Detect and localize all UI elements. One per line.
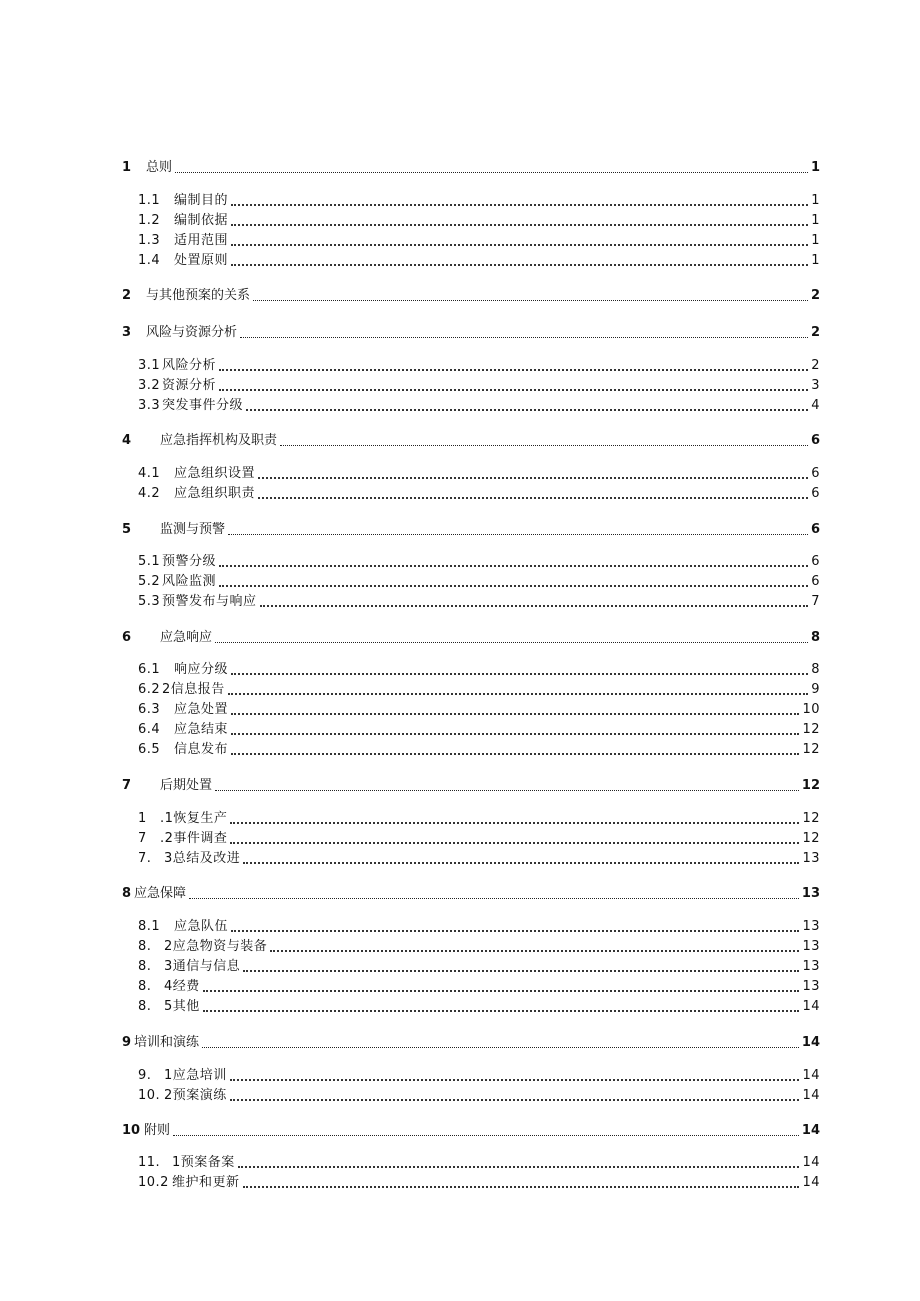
dot-leader	[228, 534, 808, 535]
toc-chapter-entry[interactable]	[0, 628, 920, 648]
toc-entry-page-number: 6	[810, 522, 820, 537]
toc-entry-title: 3总结及改进	[164, 851, 241, 866]
toc-entry-page-number: 6	[811, 554, 820, 569]
toc-entry-page-number: 12	[801, 778, 820, 793]
toc-entry-title: 应急组织职责	[174, 486, 256, 501]
toc-entry-number: 6.4	[138, 722, 161, 737]
toc-entry-number: 4	[122, 433, 132, 448]
toc-entry-page-number: 9	[811, 682, 820, 697]
toc-entry-page-number: 7	[811, 594, 820, 609]
dot-leader	[231, 673, 808, 675]
dot-leader	[231, 244, 808, 246]
toc-entry-title: 应急结束	[174, 722, 229, 737]
toc-entry-title: 5其他	[164, 999, 200, 1014]
dot-leader	[231, 753, 799, 755]
toc-section-entry[interactable]	[0, 356, 920, 376]
toc-entry-title: 编制目的	[174, 193, 229, 208]
toc-entry-title: 预警发布与响应	[162, 594, 257, 609]
toc-section-entry[interactable]	[0, 211, 920, 231]
toc-entry-title: 突发事件分级	[162, 398, 244, 413]
toc-entry-page-number: 1	[811, 193, 820, 208]
toc-entry-number: 6.1	[138, 662, 161, 677]
toc-chapter-entry[interactable]	[0, 158, 920, 178]
toc-entry-title: 处置原则	[174, 253, 229, 268]
toc-entry-title: 应急指挥机构及职责	[160, 433, 278, 448]
toc-entry-number: 1	[122, 160, 132, 175]
toc-entry-title: .1恢复生产	[160, 811, 228, 826]
toc-entry-title: 风险监测	[162, 574, 217, 589]
toc-entry-page-number: 14	[802, 1175, 820, 1190]
toc-entry-number: 6.2	[138, 682, 161, 697]
toc-entry-title: 2应急物资与装备	[164, 939, 268, 954]
toc-entry-page-number: 14	[801, 1123, 820, 1138]
toc-entry-title: 应急响应	[160, 630, 213, 645]
toc-section-entry[interactable]	[0, 376, 920, 396]
toc-entry-number: 4.1	[138, 466, 161, 481]
dot-leader	[230, 1099, 799, 1101]
toc-entry-title: 3通信与信息	[164, 959, 241, 974]
toc-section-entry[interactable]	[0, 957, 920, 977]
dot-leader	[230, 842, 799, 844]
toc-entry-title: 监测与预警	[160, 522, 226, 537]
dot-leader	[230, 1079, 799, 1081]
toc-entry-page-number: 12	[802, 742, 820, 757]
dot-leader	[243, 862, 799, 864]
toc-chapter-entry[interactable]	[0, 520, 920, 540]
toc-entry-title: 预警分级	[162, 554, 217, 569]
toc-entry-page-number: 8	[810, 630, 820, 645]
toc-entry-title: 应急保障	[134, 886, 187, 901]
toc-entry-number: 1.4	[138, 253, 161, 268]
dot-leader	[215, 642, 808, 643]
dot-leader	[231, 713, 799, 715]
toc-entry-page-number: 4	[811, 398, 820, 413]
toc-entry-page-number: 13	[801, 886, 820, 901]
toc-entry-title: 维护和更新	[172, 1175, 240, 1190]
toc-chapter-entry[interactable]	[0, 1121, 920, 1141]
toc-entry-title: 风险分析	[162, 358, 217, 373]
toc-entry-title: 4经费	[164, 979, 200, 994]
dot-leader	[231, 224, 808, 226]
toc-entry-number: 5	[122, 522, 132, 537]
toc-entry-title: 2预案演练	[164, 1088, 227, 1103]
toc-entry-page-number: 13	[802, 919, 820, 934]
toc-section-entry[interactable]	[0, 680, 920, 700]
dot-leader	[215, 790, 799, 791]
toc-entry-page-number: 13	[802, 959, 820, 974]
toc-entry-number: 2	[122, 288, 132, 303]
toc-entry-page-number: 2	[810, 288, 820, 303]
toc-entry-number: 8.1	[138, 919, 161, 934]
toc-section-entry[interactable]	[0, 191, 920, 211]
toc-entry-number: 7	[138, 831, 147, 846]
toc-section-entry[interactable]	[0, 484, 920, 504]
toc-entry-page-number: 14	[802, 1068, 820, 1083]
toc-entry-title: 与其他预案的关系	[146, 288, 251, 303]
toc-entry-title: 附则	[144, 1123, 171, 1138]
dot-leader	[238, 1166, 799, 1168]
toc-chapter-entry[interactable]	[0, 323, 920, 343]
dot-leader	[270, 950, 799, 952]
toc-entry-title: 应急处置	[174, 702, 229, 717]
toc-section-entry[interactable]	[0, 1066, 920, 1086]
toc-chapter-entry[interactable]	[0, 884, 920, 904]
toc-entry-title: 响应分级	[174, 662, 229, 677]
toc-entry-number: 10.2	[138, 1175, 169, 1190]
dot-leader	[240, 337, 808, 338]
toc-entry-number: 5.3	[138, 594, 161, 609]
toc-section-entry[interactable]	[0, 849, 920, 869]
toc-entry-number: 8.	[138, 999, 152, 1014]
dot-leader	[258, 477, 808, 479]
toc-section-entry[interactable]	[0, 592, 920, 612]
toc-entry-page-number: 6	[811, 466, 820, 481]
toc-entry-page-number: 13	[802, 979, 820, 994]
dot-leader	[173, 1135, 799, 1136]
toc-section-entry[interactable]	[0, 396, 920, 416]
toc-chapter-entry[interactable]	[0, 431, 920, 451]
toc-entry-page-number: 14	[801, 1035, 820, 1050]
toc-section-entry[interactable]	[0, 720, 920, 740]
toc-entry-page-number: 14	[802, 999, 820, 1014]
toc-entry-page-number: 1	[810, 160, 820, 175]
toc-entry-title: 信息发布	[174, 742, 229, 757]
toc-entry-page-number: 10	[802, 702, 820, 717]
toc-entry-number: 7.	[138, 851, 152, 866]
toc-section-entry[interactable]	[0, 572, 920, 592]
toc-section-entry[interactable]	[0, 660, 920, 680]
toc-entry-page-number: 1	[811, 233, 820, 248]
toc-entry-title: 风险与资源分析	[146, 325, 238, 340]
toc-section-entry[interactable]	[0, 917, 920, 937]
toc-entry-number: 10.	[138, 1088, 161, 1103]
toc-entry-number: 3.1	[138, 358, 161, 373]
dot-leader	[243, 1186, 799, 1188]
toc-entry-page-number: 6	[811, 574, 820, 589]
toc-entry-number: 9.	[138, 1068, 152, 1083]
dot-leader	[253, 300, 808, 301]
toc-entry-number: 6.5	[138, 742, 161, 757]
toc-entry-title: 适用范围	[174, 233, 229, 248]
toc-section-entry[interactable]	[0, 552, 920, 572]
toc-entry-number: 7	[122, 778, 132, 793]
toc-section-entry[interactable]	[0, 251, 920, 271]
toc-entry-number: 1.3	[138, 233, 161, 248]
toc-section-entry[interactable]	[0, 700, 920, 720]
toc-entry-number: 1.1	[138, 193, 161, 208]
toc-entry-page-number: 2	[811, 358, 820, 373]
toc-entry-page-number: 1	[811, 253, 820, 268]
dot-leader	[219, 369, 808, 371]
toc-entry-number: 8.	[138, 979, 152, 994]
toc-entry-number: 4.2	[138, 486, 161, 501]
toc-entry-page-number: 2	[810, 325, 820, 340]
dot-leader	[189, 898, 799, 899]
dot-leader	[231, 204, 808, 206]
toc-entry-title: 培训和演练	[134, 1035, 200, 1050]
toc-entry-number: 6.3	[138, 702, 161, 717]
toc-section-entry[interactable]	[0, 1173, 920, 1193]
dot-leader	[246, 409, 808, 411]
toc-entry-page-number: 12	[802, 831, 820, 846]
toc-section-entry[interactable]	[0, 977, 920, 997]
toc-entry-page-number: 8	[811, 662, 820, 677]
toc-entry-number: 6	[122, 630, 132, 645]
dot-leader	[219, 565, 808, 567]
dot-leader	[219, 585, 808, 587]
dot-leader	[258, 497, 808, 499]
toc-entry-title: 应急队伍	[174, 919, 229, 934]
toc-entry-title: 编制依据	[174, 213, 229, 228]
dot-leader	[231, 733, 799, 735]
toc-entry-title: .2事件调查	[160, 831, 228, 846]
toc-entry-number: 8.	[138, 959, 152, 974]
toc-entry-number: 1.2	[138, 213, 161, 228]
toc-entry-number: 8.	[138, 939, 152, 954]
toc-entry-number: 10	[122, 1123, 141, 1138]
toc-section-entry[interactable]	[0, 1153, 920, 1173]
toc-chapter-entry[interactable]	[0, 776, 920, 796]
toc-entry-page-number: 3	[811, 378, 820, 393]
toc-section-entry[interactable]	[0, 1086, 920, 1106]
toc-entry-number: 3	[122, 325, 132, 340]
toc-section-entry[interactable]	[0, 740, 920, 760]
toc-entry-number: 3.2	[138, 378, 161, 393]
toc-entry-number: 11.	[138, 1155, 161, 1170]
toc-chapter-entry[interactable]	[0, 286, 920, 306]
toc-entry-number: 5.1	[138, 554, 161, 569]
dot-leader	[280, 445, 808, 446]
dot-leader	[228, 693, 808, 695]
toc-entry-page-number: 6	[811, 486, 820, 501]
dot-leader	[231, 930, 799, 932]
dot-leader	[175, 172, 808, 173]
toc-entry-page-number: 12	[802, 811, 820, 826]
toc-entry-title: 后期处置	[160, 778, 213, 793]
toc-entry-page-number: 1	[811, 213, 820, 228]
dot-leader	[203, 1010, 799, 1012]
toc-entry-title: 1预案备案	[172, 1155, 235, 1170]
toc-entry-page-number: 6	[810, 433, 820, 448]
dot-leader	[260, 605, 808, 607]
toc-entry-page-number: 12	[802, 722, 820, 737]
toc-entry-title: 应急组织设置	[174, 466, 256, 481]
toc-section-entry[interactable]	[0, 829, 920, 849]
toc-entry-page-number: 13	[802, 851, 820, 866]
toc-entry-title: 2信息报告	[162, 682, 225, 697]
dot-leader	[243, 970, 799, 972]
dot-leader	[203, 990, 799, 992]
toc-entry-number: 8	[122, 886, 132, 901]
toc-entry-number: 5.2	[138, 574, 161, 589]
dot-leader	[230, 822, 799, 824]
toc-section-entry[interactable]	[0, 937, 920, 957]
toc-entry-title: 1应急培训	[164, 1068, 227, 1083]
toc-section-entry[interactable]	[0, 231, 920, 251]
toc-section-entry[interactable]	[0, 997, 920, 1017]
dot-leader	[219, 389, 808, 391]
toc-chapter-entry[interactable]	[0, 1033, 920, 1053]
dot-leader	[231, 264, 808, 266]
dot-leader	[202, 1047, 799, 1048]
toc-entry-number: 1	[138, 811, 147, 826]
toc-entry-page-number: 14	[802, 1088, 820, 1103]
toc-entry-page-number: 14	[802, 1155, 820, 1170]
toc-entry-title: 总则	[146, 160, 173, 175]
toc-entry-number: 3.3	[138, 398, 161, 413]
toc-section-entry[interactable]	[0, 809, 920, 829]
toc-entry-number: 9	[122, 1035, 132, 1050]
toc-section-entry[interactable]	[0, 464, 920, 484]
toc-entry-page-number: 13	[802, 939, 820, 954]
toc-entry-title: 资源分析	[162, 378, 217, 393]
